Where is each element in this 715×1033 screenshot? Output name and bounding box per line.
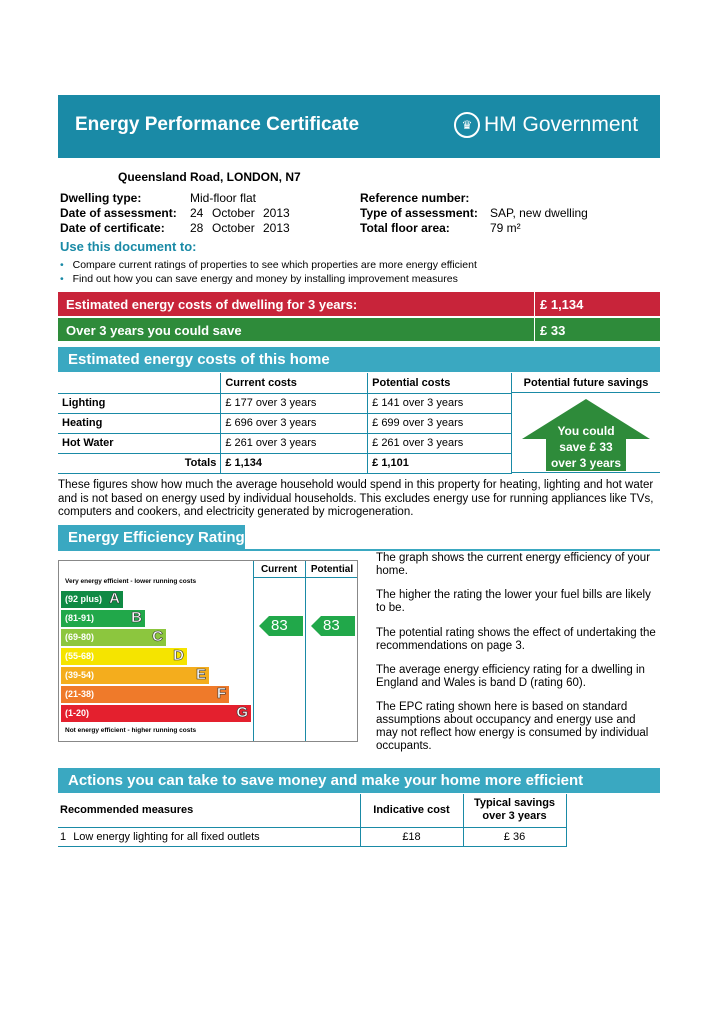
band-g: [61, 705, 251, 722]
use-document-bullet: [60, 259, 477, 271]
band-e: [61, 667, 209, 684]
table-row: [58, 413, 512, 433]
bullet-icon: •: [60, 259, 64, 271]
rating-section-title: Energy Efficiency Rating: [68, 529, 245, 546]
row-label: Lighting: [58, 393, 221, 413]
savings-header-line-2: over 3 years: [482, 810, 547, 823]
chart-col-rule: [253, 561, 254, 741]
estimated-costs-value: £ 1,134: [540, 297, 584, 312]
bar-divider: [534, 318, 535, 341]
rating-paragraph: The EPC rating shown here is based on standard assumptions about occupancy and energy use and may not reflect how energy is consumed by individual occupants.: [376, 701, 649, 752]
current-rating-value: 83: [271, 617, 288, 634]
current-column-header: Current: [260, 564, 298, 575]
rating-paragraph: The graph shows the current energy efficiency of your home.: [376, 552, 651, 577]
costs-section-title: Estimated energy costs of this home: [68, 351, 330, 368]
floor-area-value: 79 m²: [490, 221, 521, 235]
row-potential: £ 261 over 3 years: [368, 433, 512, 453]
band-range: (92 plus): [65, 594, 103, 604]
current-costs-header: Current costs: [221, 373, 368, 393]
rating-header-rule: [58, 549, 660, 551]
costs-section-header: [58, 347, 660, 372]
measures-header: Recommended measures: [58, 794, 360, 827]
top-scale-label: Very energy efficient - lower running costs: [65, 578, 197, 585]
future-savings-header: Potential future savings: [512, 373, 660, 393]
row-current: £ 177 over 3 years: [221, 393, 368, 413]
measure-savings: £ 36: [463, 827, 566, 846]
certificate-date-label: Date of certificate:: [60, 221, 165, 235]
bullet-icon: •: [60, 273, 64, 285]
bottom-scale-label: Not energy efficient - higher running costs: [65, 727, 197, 734]
measure-cost: £18: [360, 827, 463, 846]
certificate-day: 28: [190, 221, 204, 235]
certificate-month: October: [212, 221, 255, 235]
savings-line-2: save £ 33: [559, 440, 613, 454]
table-row: [58, 433, 512, 453]
assessment-date-label: Date of assessment:: [60, 206, 177, 220]
band-range: (55-68): [65, 651, 95, 661]
savings-header-line-1: Typical savings: [473, 797, 556, 810]
potential-column-header: Potential: [310, 564, 354, 575]
band-range: (81-91): [65, 613, 95, 623]
actions-section-header: [58, 768, 660, 793]
estimated-costs-bar: [58, 292, 660, 316]
table-row: [58, 827, 566, 846]
costs-empty-header: [58, 373, 221, 393]
assessment-month: October: [212, 206, 255, 220]
band-range: (21-38): [65, 689, 95, 699]
rating-paragraph: The potential rating shows the effect of undertaking the recommendations on page 3.: [376, 627, 656, 652]
band-a: [61, 591, 123, 608]
hm-government-logo: [454, 112, 638, 138]
row-current: £ 696 over 3 years: [221, 413, 368, 433]
savings-line-1: You could: [557, 424, 615, 438]
certificate-header: [58, 95, 660, 158]
savings-line-3: over 3 years: [550, 456, 622, 470]
row-potential: £ 141 over 3 years: [368, 393, 512, 413]
rating-section-header: [58, 525, 245, 550]
use-document-bullet: [60, 273, 458, 285]
estimated-costs-label: Estimated energy costs of dwelling for 3 years:: [66, 297, 358, 312]
row-label: Heating: [58, 413, 221, 433]
crest-icon: ♛: [454, 112, 480, 138]
potential-costs-header: Potential costs: [368, 373, 512, 393]
reference-number-label: Reference number:: [360, 191, 470, 205]
band-c: [61, 629, 166, 646]
totals-current: £ 1,134: [221, 453, 368, 473]
band-letter: A: [109, 590, 120, 607]
measure-cell: [58, 827, 360, 846]
property-address: Queensland Road, LONDON, N7: [118, 170, 301, 184]
potential-rating-value: 83: [323, 617, 340, 634]
assessment-type-value: SAP, new dwelling: [490, 206, 588, 220]
chart-col-rule: [305, 561, 306, 741]
band-letter: B: [131, 609, 142, 626]
band-range: (39-54): [65, 670, 95, 680]
savings-arrow-text: [548, 423, 624, 471]
savings-header: [463, 794, 566, 827]
totals-potential: £ 1,101: [368, 453, 512, 473]
band-range: (1-20): [65, 708, 90, 718]
band-letter: C: [152, 628, 163, 645]
band-letter: E: [195, 666, 206, 683]
table-row: [58, 393, 512, 413]
band-f: [61, 686, 229, 703]
bullet-text: Find out how you can save energy and money by installing improvement measures: [72, 273, 458, 285]
row-current: £ 261 over 3 years: [221, 433, 368, 453]
use-document-heading: Use this document to:: [60, 239, 197, 254]
costs-note: These figures show how much the average household would spend in this property for heating, lighting and hot water and is not based on energy used by individual households. This excludes energy use for running appliances like TVs, computers and cookers, and electricity generated by microgeneration.: [58, 479, 654, 518]
totals-row: [58, 453, 512, 473]
rating-paragraph: The higher the rating the lower your fuel bills are likely to be.: [376, 589, 651, 614]
bullet-text: Compare current ratings of properties to see which properties are more energy efficient: [72, 259, 477, 271]
assessment-year: 2013: [263, 206, 290, 220]
dwelling-type-value: Mid-floor flat: [190, 191, 257, 205]
dwelling-type-label: Dwelling type:: [60, 191, 142, 205]
assessment-type-label: Type of assessment:: [360, 206, 478, 220]
band-b: [61, 610, 145, 627]
measure-number: 1: [60, 830, 67, 843]
savings-bar: [58, 318, 660, 341]
band-letter: G: [236, 704, 248, 721]
savings-label: Over 3 years you could save: [66, 323, 242, 338]
totals-label: Totals: [58, 453, 221, 473]
band-range: (69-80): [65, 632, 95, 642]
floor-area-label: Total floor area:: [360, 221, 450, 235]
costs-table: [58, 373, 660, 474]
gov-name: HM Government: [484, 113, 639, 136]
band-letter: D: [173, 647, 184, 664]
rating-paragraph: The average energy efficiency rating for a dwelling in England and Wales is band D (rating 60).: [376, 664, 645, 689]
cost-header: Indicative cost: [360, 794, 463, 827]
bar-divider: [534, 292, 535, 316]
savings-value: £ 33: [540, 323, 566, 338]
chart-header-rule: [253, 577, 357, 578]
certificate-title: Energy Performance Certificate: [75, 114, 360, 135]
band-d: [61, 648, 187, 665]
rating-chart: [58, 560, 358, 742]
measures-table: [58, 794, 567, 847]
actions-section-title: Actions you can take to save money and make your home more efficient: [68, 772, 584, 789]
row-potential: £ 699 over 3 years: [368, 413, 512, 433]
band-letter: F: [216, 685, 226, 702]
measure-text: Low energy lighting for all fixed outlets: [73, 830, 260, 843]
row-label: Hot Water: [58, 433, 221, 453]
assessment-day: 24: [190, 206, 204, 220]
certificate-year: 2013: [263, 221, 290, 235]
